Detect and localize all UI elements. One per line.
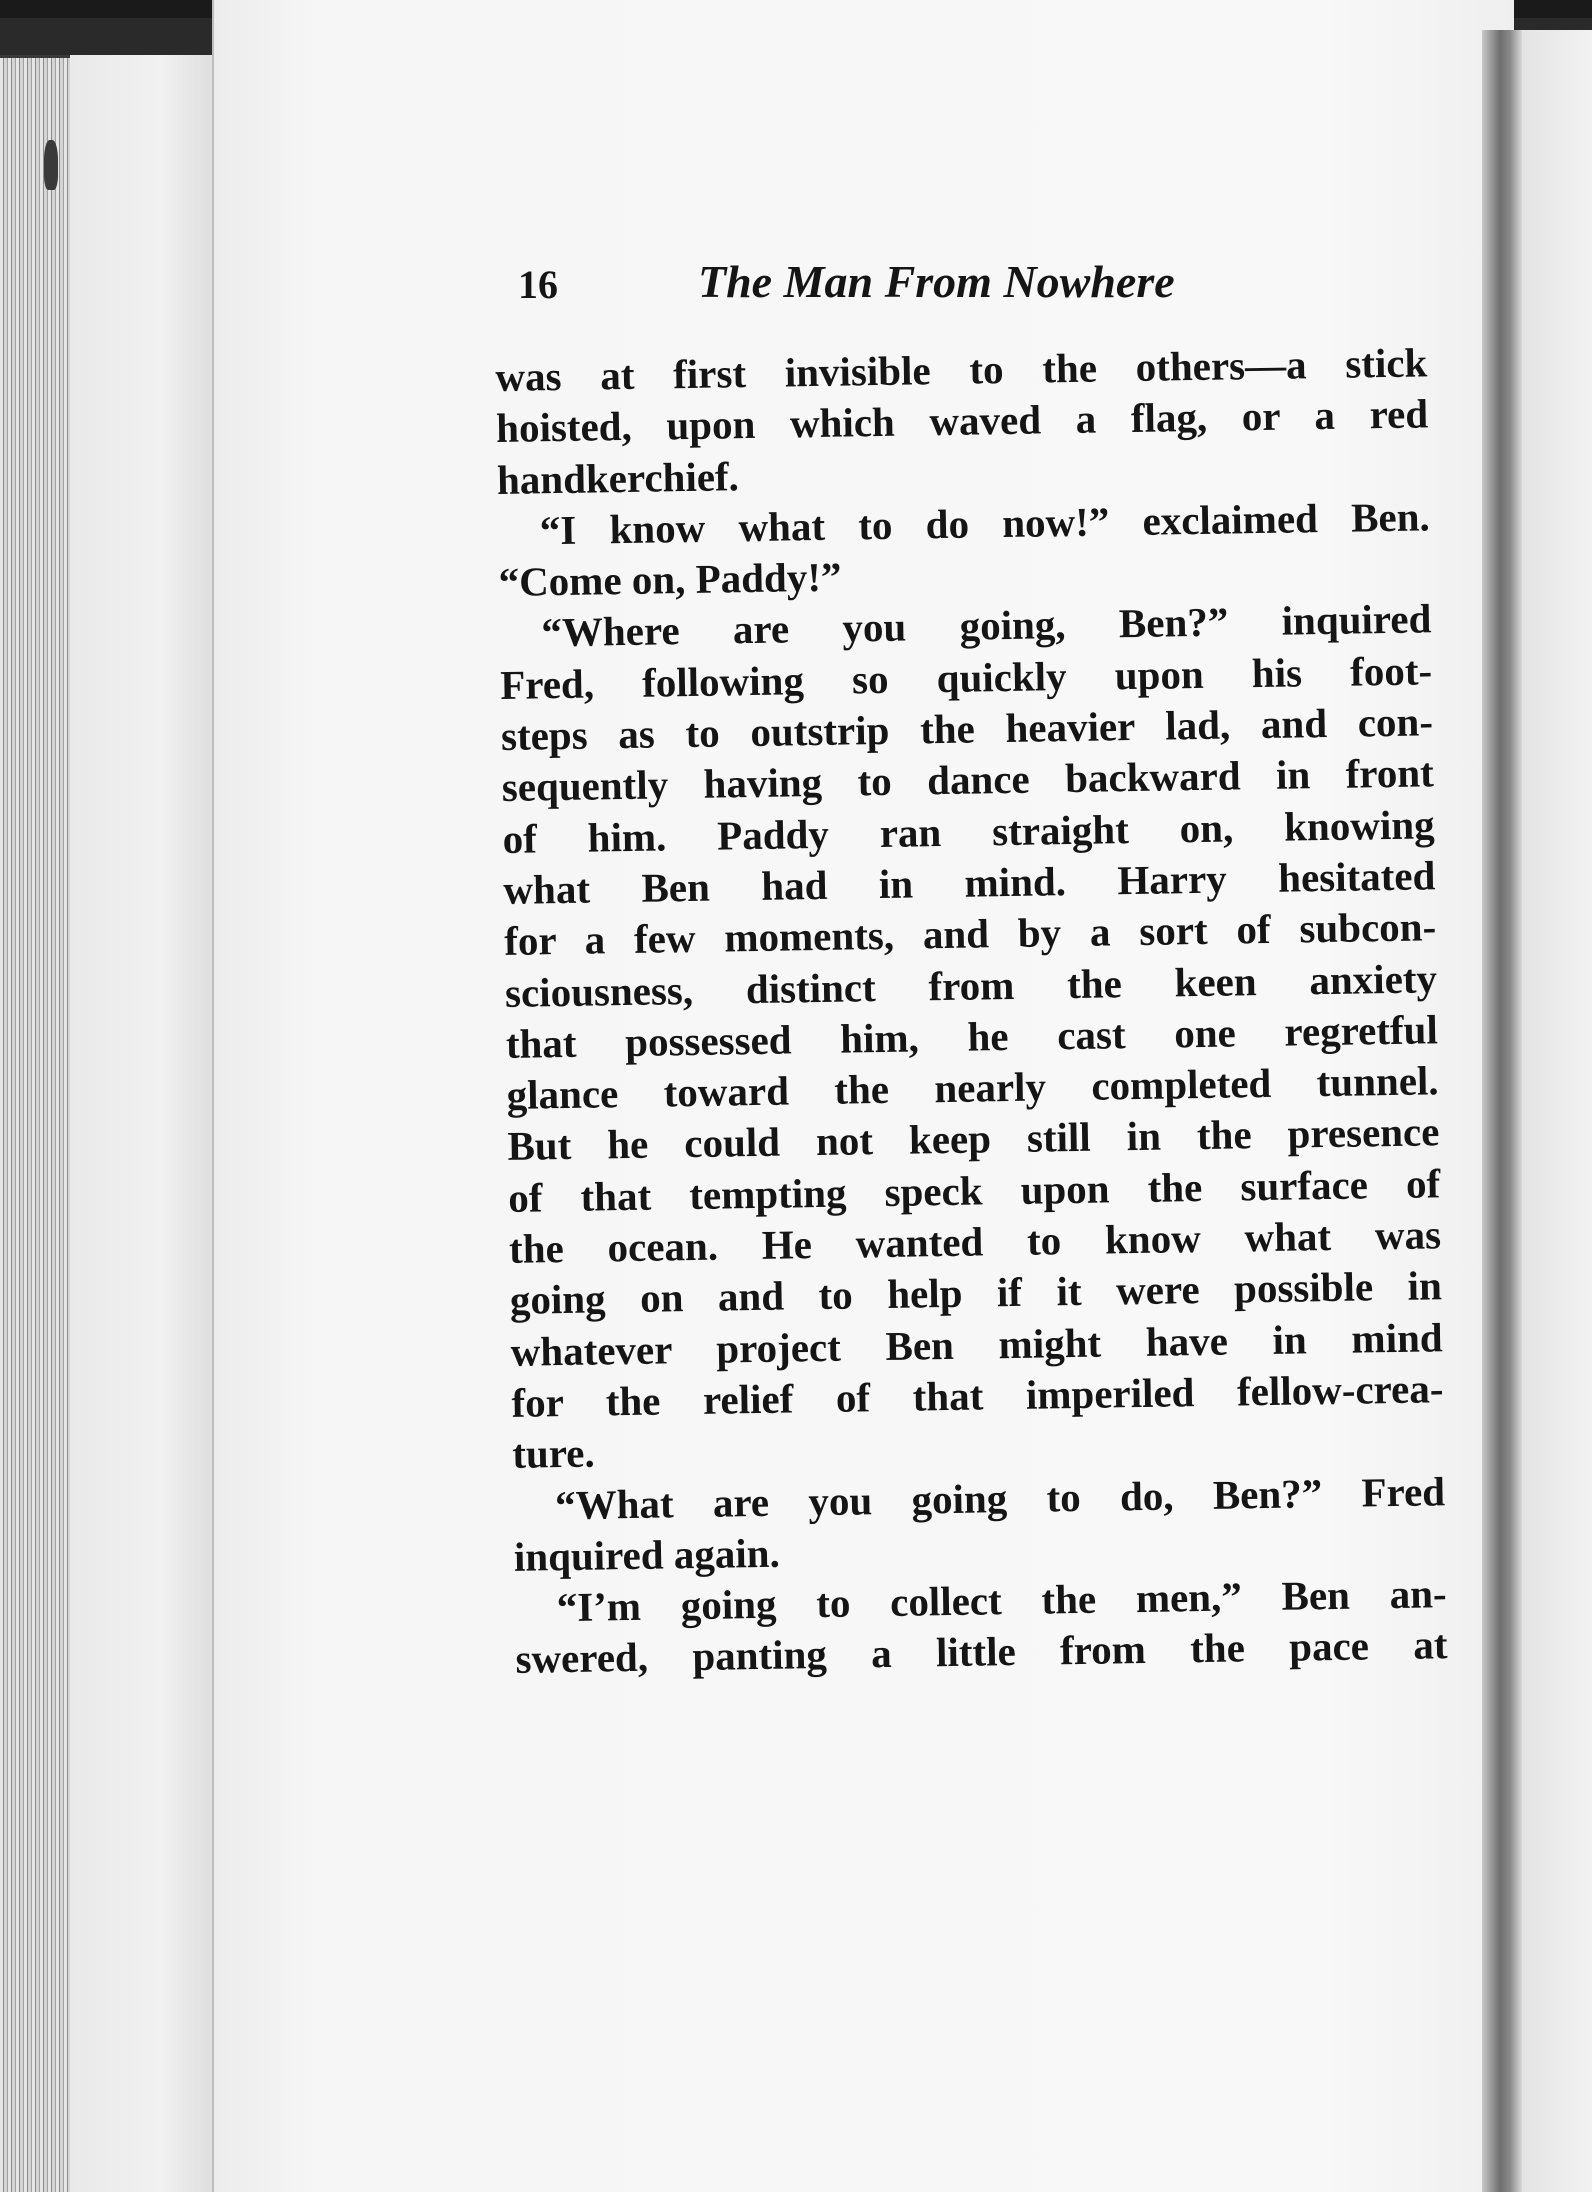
text-line: handkerchief. bbox=[496, 452, 740, 503]
running-head bbox=[518, 255, 1248, 325]
book-gutter bbox=[1482, 30, 1522, 2192]
facing-page-edge bbox=[1522, 30, 1592, 2192]
left-page-edges bbox=[0, 55, 70, 2192]
text-line: “I’m going to collect the men,” Ben an- bbox=[556, 1570, 1447, 1631]
text-line: glance toward the nearly completed tunnel. bbox=[506, 1057, 1439, 1119]
left-page-margin bbox=[70, 55, 220, 2192]
text-line: swered, panting a little from the pace at bbox=[515, 1621, 1448, 1683]
text-line: for the relief of that imperiled fellow-crea- bbox=[511, 1365, 1444, 1426]
text-line: “What are you going to do, Ben?” Fred bbox=[554, 1467, 1446, 1528]
text-line: whatever project Ben might have in mind bbox=[510, 1313, 1443, 1375]
text-line: “Come on, Paddy!” bbox=[498, 553, 842, 606]
text-line: steps as to outstrip the heavier lad, and con- bbox=[500, 698, 1434, 760]
text-line: Fred, following so quickly upon his foot- bbox=[499, 647, 1433, 708]
text-line: “I know what to do now!” exclaimed Ben. bbox=[539, 493, 1431, 554]
text-line: But he could not keep still in the presence bbox=[507, 1108, 1440, 1170]
text-line: for a few moments, and by a sort of subcon- bbox=[503, 903, 1437, 965]
text-line: the ocean. He wanted to know what was bbox=[508, 1211, 1442, 1272]
running-head-title: The Man From Nowhere bbox=[698, 256, 1175, 307]
text-line: of him. Paddy ran straight on, knowing bbox=[502, 800, 1435, 862]
text-line: ture. bbox=[511, 1429, 596, 1478]
page-number: 16 bbox=[518, 262, 558, 307]
text-line: what Ben had in mind. Harry hesitated bbox=[503, 852, 1436, 913]
page-edge-mark bbox=[44, 140, 58, 190]
text-line: inquired again. bbox=[513, 1529, 781, 1580]
text-line: going on and to help if it were possible in bbox=[509, 1262, 1443, 1324]
text-line: hoisted, upon which waved a flag, or a red bbox=[495, 390, 1429, 452]
text-line: “Where are you going, Ben?” inquired bbox=[541, 595, 1432, 656]
text-line: was at first invisible to the others—a stick bbox=[495, 339, 1428, 400]
text-line: sciousness, distinct from the keen anxiety bbox=[504, 954, 1438, 1016]
body-text bbox=[495, 337, 1448, 1685]
text-line: sequently having to dance backward in front bbox=[501, 749, 1435, 811]
text-line: of that tempting speck upon the surface of bbox=[507, 1160, 1441, 1221]
text-line: that possessed him, he cast one regretful bbox=[505, 1006, 1439, 1067]
